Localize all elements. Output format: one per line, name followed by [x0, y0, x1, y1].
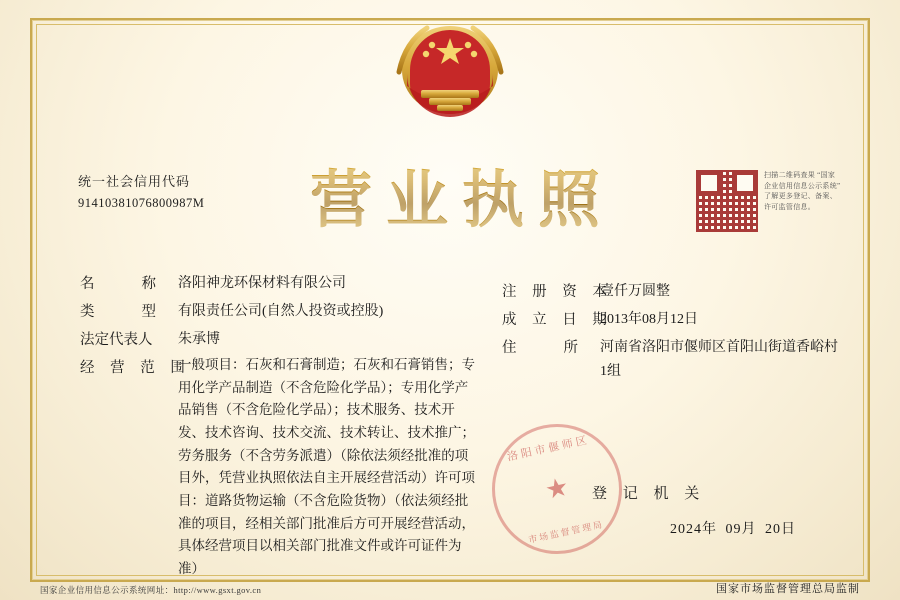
registry-authority-label: 登 记 机 关 [592, 486, 706, 502]
address-label: 住 所 [502, 340, 584, 356]
credit-code-label: 统一社会信用代码 [78, 174, 191, 189]
china-national-emblem-icon [385, 12, 515, 137]
issue-date [668, 518, 798, 538]
legal-representative-value: 朱承博 [178, 332, 220, 347]
issue-day: 20日 [765, 522, 796, 537]
qr-code-icon[interactable] [696, 170, 758, 232]
business-scope-value: 一般项目：石灰和石膏制造；石灰和石膏销售；专用化学产品制造（不含危险化学品）；专用化学产品销售（不含危险化学品）；技术服务、技术开发、技术咨询、技术交流、技术转让、技术推广；劳务服务（不含劳务派遣）（除依法须经批准的项目外，凭营业执照依法自主开展经营活动）许可项目：道路货物运输（不含危险货物）（依法须经批准的项目，经相关部门批准后方可开展经营活动，具体经营项目以相关部门批准文件或许可证件为准） [178, 357, 475, 577]
credit-code-block [78, 172, 258, 213]
establishment-date-label: 成 立 日 期 [502, 312, 613, 328]
company-name-value: 洛阳神龙环保材料有限公司 [178, 276, 346, 291]
address-value: 河南省洛阳市偃师区首阳山街道香峪村1组 [600, 340, 838, 379]
registered-capital-value: 壹仟万圆整 [600, 284, 670, 299]
corner-ornament-top-left [30, 18, 58, 46]
seal-bottom-text: 市场监督管理局 [527, 519, 605, 545]
company-type-value: 有限责任公司(自然人投资或控股) [178, 304, 384, 319]
corner-ornament-bottom-left [30, 554, 58, 582]
legal-representative-label: 法定代表人 [80, 332, 153, 348]
qr-code-note: 扫描二维码查果 “国家企业信用信息公示系统” 了解更多登记、备案、许可监管信息。 [764, 171, 841, 211]
document-title: 营业执照 [262, 150, 662, 239]
company-type-label: 类 型 [80, 304, 162, 320]
business-scope-label: 经 营 范 围 [80, 360, 191, 376]
company-name-label: 名 称 [80, 276, 162, 292]
footer-website-note: 国家企业信用信息公示系统网址：http://www.gsxt.gov.cn [40, 585, 262, 595]
issue-year: 2024年 [670, 522, 717, 537]
credit-code-value: 91410381076800987M [78, 195, 205, 210]
footer-issuer-note: 国家市场监督管理总局监制 [716, 583, 860, 595]
corner-ornament-top-right [842, 18, 870, 46]
seal-star-icon: ★ [542, 471, 572, 506]
issue-month: 09月 [725, 522, 757, 537]
establishment-date-value: 2013年08月12日 [600, 312, 698, 327]
seal-top-text: 洛阳市偃师区 [506, 434, 591, 464]
registered-capital-label: 注 册 资 本 [502, 284, 613, 300]
corner-ornament-bottom-right [842, 554, 870, 582]
